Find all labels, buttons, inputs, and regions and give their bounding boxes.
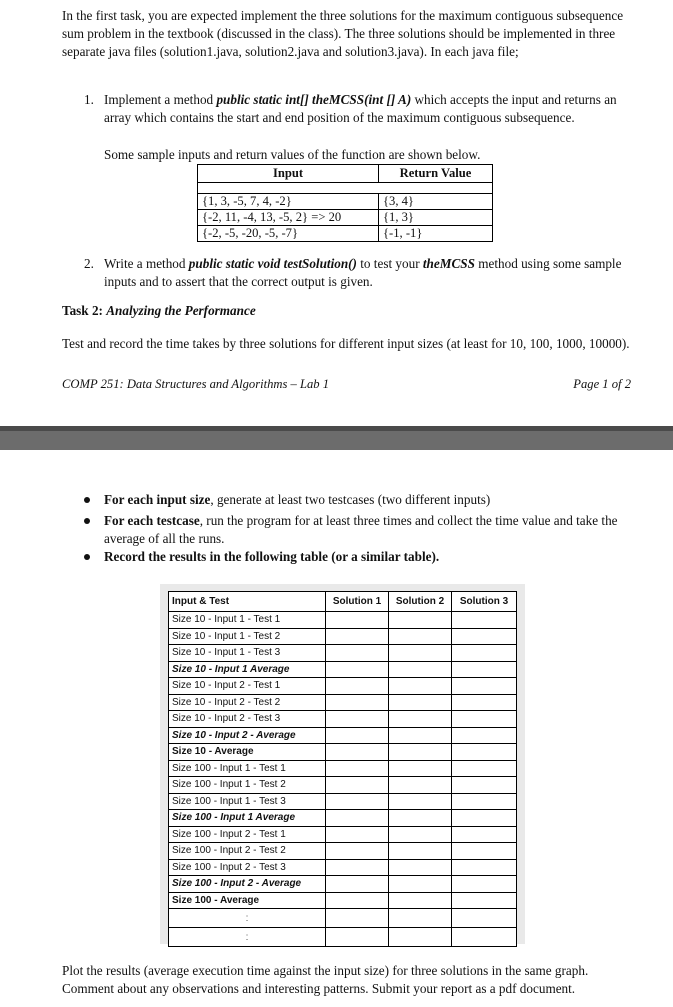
solution-3-cell[interactable] — [452, 909, 517, 928]
item-2-method-name: theMCSS — [422, 256, 475, 271]
solution-1-cell[interactable] — [326, 628, 389, 645]
solution-1-cell[interactable] — [326, 645, 389, 662]
solution-2-cell[interactable] — [389, 628, 452, 645]
row-label: Size 100 - Input 1 - Test 3 — [169, 793, 326, 810]
solution-3-cell[interactable] — [452, 826, 517, 843]
row-label: Size 10 - Input 1 - Test 3 — [169, 645, 326, 662]
sample-io-table — [197, 164, 493, 242]
row-label: Size 100 - Input 1 - Test 2 — [169, 777, 326, 794]
solution-1-cell[interactable] — [326, 928, 389, 947]
solution-1-cell[interactable] — [326, 612, 389, 629]
solution-3-cell[interactable] — [452, 711, 517, 728]
solution-3-cell[interactable] — [452, 612, 517, 629]
footer-course: COMP 251: Data Structures and Algorithms – Lab 1 — [62, 377, 330, 391]
solution-2-cell[interactable] — [389, 612, 452, 629]
solution-2-cell[interactable] — [389, 909, 452, 928]
solution-3-cell[interactable] — [452, 678, 517, 695]
solution-1-cell[interactable] — [326, 826, 389, 843]
table-row — [169, 628, 517, 645]
solution-1-cell[interactable] — [326, 876, 389, 893]
sample-table-header — [198, 165, 493, 183]
row-label: Size 10 - Input 2 - Test 2 — [169, 694, 326, 711]
solution-2-cell[interactable] — [389, 892, 452, 909]
item-2-mid: to test your — [356, 256, 423, 271]
bullet-3-bold: Record the results in the following table (or a similar table). — [104, 549, 440, 564]
results-table-header — [169, 592, 517, 612]
solution-3-cell[interactable] — [452, 777, 517, 794]
bullet-2-rest: , run the program for at least three times and collect the time value and take the average of all the runs. — [104, 513, 618, 546]
solution-3-cell[interactable] — [452, 892, 517, 909]
row-label: Size 10 - Input 2 - Average — [169, 727, 326, 744]
solution-1-cell[interactable] — [326, 859, 389, 876]
item-2-pre: Write a method — [104, 256, 189, 271]
table-row — [169, 843, 517, 860]
solution-3-cell[interactable] — [452, 628, 517, 645]
solution-3-cell[interactable] — [452, 760, 517, 777]
header-solution-3: Solution 3 — [452, 592, 517, 612]
solution-3-cell[interactable] — [452, 859, 517, 876]
item-2-number: 2. — [84, 256, 94, 271]
row-label: Size 100 - Input 2 - Test 2 — [169, 843, 326, 860]
table-row — [169, 727, 517, 744]
sample-intro-line: Some sample inputs and return values of the function are shown below. — [104, 147, 481, 162]
row-label: Size 100 - Average — [169, 892, 326, 909]
solution-1-cell[interactable] — [326, 661, 389, 678]
input-cell: {-2, 11, -4, 13, -5, 2} => 20 — [198, 210, 379, 226]
solution-2-cell[interactable] — [389, 928, 452, 947]
solution-1-cell[interactable] — [326, 793, 389, 810]
solution-1-cell[interactable] — [326, 744, 389, 761]
item-1-pre: Implement a method — [104, 92, 217, 107]
table-row — [169, 777, 517, 794]
bullet-item-1 — [104, 491, 636, 509]
table-row — [169, 909, 517, 928]
table-row — [169, 876, 517, 893]
table-row — [169, 678, 517, 695]
results-table — [168, 591, 517, 947]
solution-1-cell[interactable] — [326, 727, 389, 744]
row-label: Size 10 - Input 1 - Test 2 — [169, 628, 326, 645]
solution-1-cell[interactable] — [326, 810, 389, 827]
header-solution-2: Solution 2 — [389, 592, 452, 612]
item-1-number: 1. — [84, 92, 94, 107]
table-row — [169, 928, 517, 947]
table-row — [169, 612, 517, 629]
item-2-text — [104, 255, 634, 291]
row-label: Size 100 - Input 1 Average — [169, 810, 326, 827]
solution-1-cell[interactable] — [326, 694, 389, 711]
solution-2-cell[interactable] — [389, 843, 452, 860]
solution-3-cell[interactable] — [452, 744, 517, 761]
results-table-body — [169, 612, 517, 947]
return-cell: {3, 4} — [379, 194, 493, 210]
table-row — [169, 661, 517, 678]
solution-2-cell[interactable] — [389, 645, 452, 662]
item-1-signature: public static int[] theMCSS(int [] A) — [216, 92, 412, 107]
input-cell: {-2, -5, -20, -5, -7} — [198, 226, 379, 242]
solution-1-cell[interactable] — [326, 843, 389, 860]
header-input-test: Input & Test — [169, 592, 326, 612]
intro-paragraph: In the first task, you are expected implement the three solutions for the maximum contiguous subsequence sum problem in the textbook (discussed in the class). The three solutions should be implemented in three separate java files (solution1.java, solution2.java and solution3.java). In each java file; — [62, 8, 624, 59]
task-2-paragraph: Test and record the time takes by three solutions for different input sizes (at least for 10, 100, 1000, 10000). — [62, 336, 630, 351]
solution-1-cell[interactable] — [326, 678, 389, 695]
header-input: Input — [198, 165, 379, 183]
table-row — [169, 892, 517, 909]
header-solution-1: Solution 1 — [326, 592, 389, 612]
solution-3-cell[interactable] — [452, 793, 517, 810]
item-1-text — [104, 91, 634, 127]
item-2-signature: public static void testSolution() — [188, 256, 357, 271]
task-2-label: Task 2: — [62, 303, 107, 318]
solution-3-cell[interactable] — [452, 843, 517, 860]
table-row — [169, 645, 517, 662]
bullet-item-3 — [104, 548, 636, 566]
solution-1-cell[interactable] — [326, 909, 389, 928]
solution-2-cell[interactable] — [389, 744, 452, 761]
bullet-1-bold: For each input size — [104, 492, 211, 507]
solution-1-cell[interactable] — [326, 777, 389, 794]
row-label: Size 10 - Input 1 Average — [169, 661, 326, 678]
solution-3-cell[interactable] — [452, 694, 517, 711]
solution-2-cell[interactable] — [389, 876, 452, 893]
solution-3-cell[interactable] — [452, 928, 517, 947]
table-row — [169, 810, 517, 827]
bullet-item-2 — [104, 512, 636, 548]
table-row — [169, 760, 517, 777]
row-label: : — [169, 928, 326, 947]
solution-2-cell[interactable] — [389, 810, 452, 827]
item-2-post: method using some sample inputs and to assert that the correct output is given. — [104, 256, 622, 289]
solution-2-cell[interactable] — [389, 777, 452, 794]
row-label: Size 10 - Input 2 - Test 1 — [169, 678, 326, 695]
table-row — [169, 793, 517, 810]
page-break — [0, 426, 673, 450]
row-label: Size 100 - Input 2 - Test 3 — [169, 859, 326, 876]
bullet-dot — [84, 497, 90, 503]
solution-2-cell[interactable] — [389, 760, 452, 777]
bullet-1-rest: , generate at least two testcases (two different inputs) — [210, 492, 491, 507]
solution-2-cell[interactable] — [389, 859, 452, 876]
footer-page-number: Page 1 of 2 — [573, 377, 631, 391]
row-label: Size 10 - Input 1 - Test 1 — [169, 612, 326, 629]
header-return-value: Return Value — [379, 165, 493, 183]
solution-3-cell[interactable] — [452, 810, 517, 827]
row-label: : — [169, 909, 326, 928]
input-cell: {1, 3, -5, 7, 4, -2} — [198, 194, 379, 210]
bullet-2-bold: For each testcase — [104, 513, 200, 528]
solution-2-cell[interactable] — [389, 711, 452, 728]
item-1-post: which accepts the input and returns an array which contains the start and end position of the maximum contiguous subsequence. — [104, 92, 617, 125]
solution-3-cell[interactable] — [452, 876, 517, 893]
table-row — [169, 711, 517, 728]
row-label: Size 100 - Input 2 - Test 1 — [169, 826, 326, 843]
solution-2-cell[interactable] — [389, 727, 452, 744]
solution-2-cell[interactable] — [389, 678, 452, 695]
return-cell: {-1, -1} — [379, 226, 493, 242]
bullet-dot — [84, 554, 90, 560]
solution-1-cell[interactable] — [326, 711, 389, 728]
table-row — [169, 694, 517, 711]
solution-1-cell[interactable] — [326, 760, 389, 777]
table-row — [198, 210, 493, 226]
row-label: Size 10 - Input 2 - Test 3 — [169, 711, 326, 728]
solution-2-cell[interactable] — [389, 793, 452, 810]
solution-3-cell[interactable] — [452, 727, 517, 744]
table-row — [169, 859, 517, 876]
return-cell: {1, 3} — [379, 210, 493, 226]
solution-3-cell[interactable] — [452, 645, 517, 662]
page-1 — [0, 0, 673, 426]
table-row — [198, 226, 493, 242]
row-label: Size 100 - Input 2 - Average — [169, 876, 326, 893]
task-2-title: Analyzing the Performance — [106, 303, 256, 318]
closing-paragraph: Plot the results (average execution time against the input size) for three solutions in the same graph. Comment about any observations and interesting patterns. Submit your report as a pdf document. — [62, 963, 589, 996]
row-label: Size 10 - Average — [169, 744, 326, 761]
solution-2-cell[interactable] — [389, 826, 452, 843]
table-row — [169, 826, 517, 843]
solution-3-cell[interactable] — [452, 661, 517, 678]
task-2-heading — [62, 302, 256, 320]
solution-1-cell[interactable] — [326, 892, 389, 909]
solution-2-cell[interactable] — [389, 661, 452, 678]
bullet-dot — [84, 518, 90, 524]
solution-2-cell[interactable] — [389, 694, 452, 711]
table-row — [198, 194, 493, 210]
table-row — [169, 744, 517, 761]
row-label: Size 100 - Input 1 - Test 1 — [169, 760, 326, 777]
